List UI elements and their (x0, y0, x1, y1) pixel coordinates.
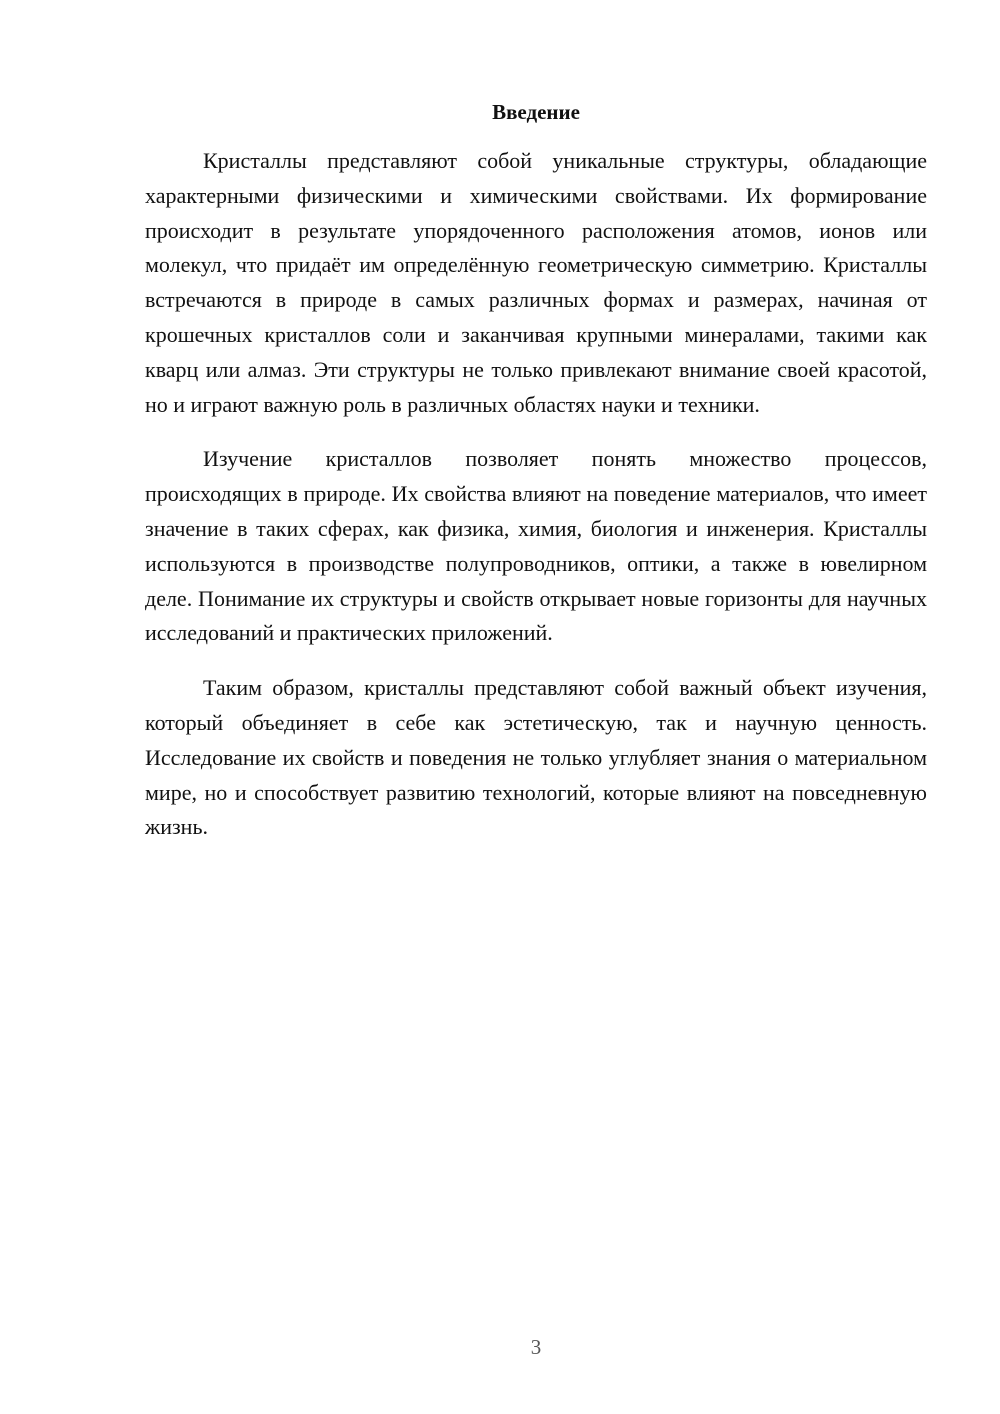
section-title: Введение (492, 100, 580, 124)
paragraph-1: Кристаллы представляют собой уникальные структуры, обладающие характерными физическими и химическими свойствами. Их формирование происходит в результате упорядоченного расположения атомов, ионов или молекул, что придаёт им определённую геометрическую симметрию. Кристаллы встречаются в природе в самых различных формах и размерах, начиная от крошечных кристаллов соли и заканчивая крупными минералами, такими как кварц или алмаз. Эти структуры не только привлекают внимание своей красотой, но и играют важную роль в различных областях науки и техники. (145, 148, 927, 417)
body-text (145, 144, 927, 865)
page-number: 3 (530, 1335, 542, 1359)
paragraph-3: Таким образом, кристаллы представляют собой важный объект изучения, который объединяет в себе как эстетическую, так и научную ценность. Исследование их свойств и поведения не только углубляет знания о материальном мире, но и способствует развитию технологий, которые влияют на повседневную жизнь. (145, 675, 927, 840)
paragraph-2: Изучение кристаллов позволяет понять множество процессов, происходящих в природе. Их свойства влияют на поведение материалов, что имеет значение в таких сферах, как физика, химия, биология и инженерия. Кристаллы используются в производстве полупроводников, оптики, а также в ювелирном деле. Понимание их структуры и свойств открывает новые горизонты для научных исследований и практических приложений. (145, 446, 927, 646)
